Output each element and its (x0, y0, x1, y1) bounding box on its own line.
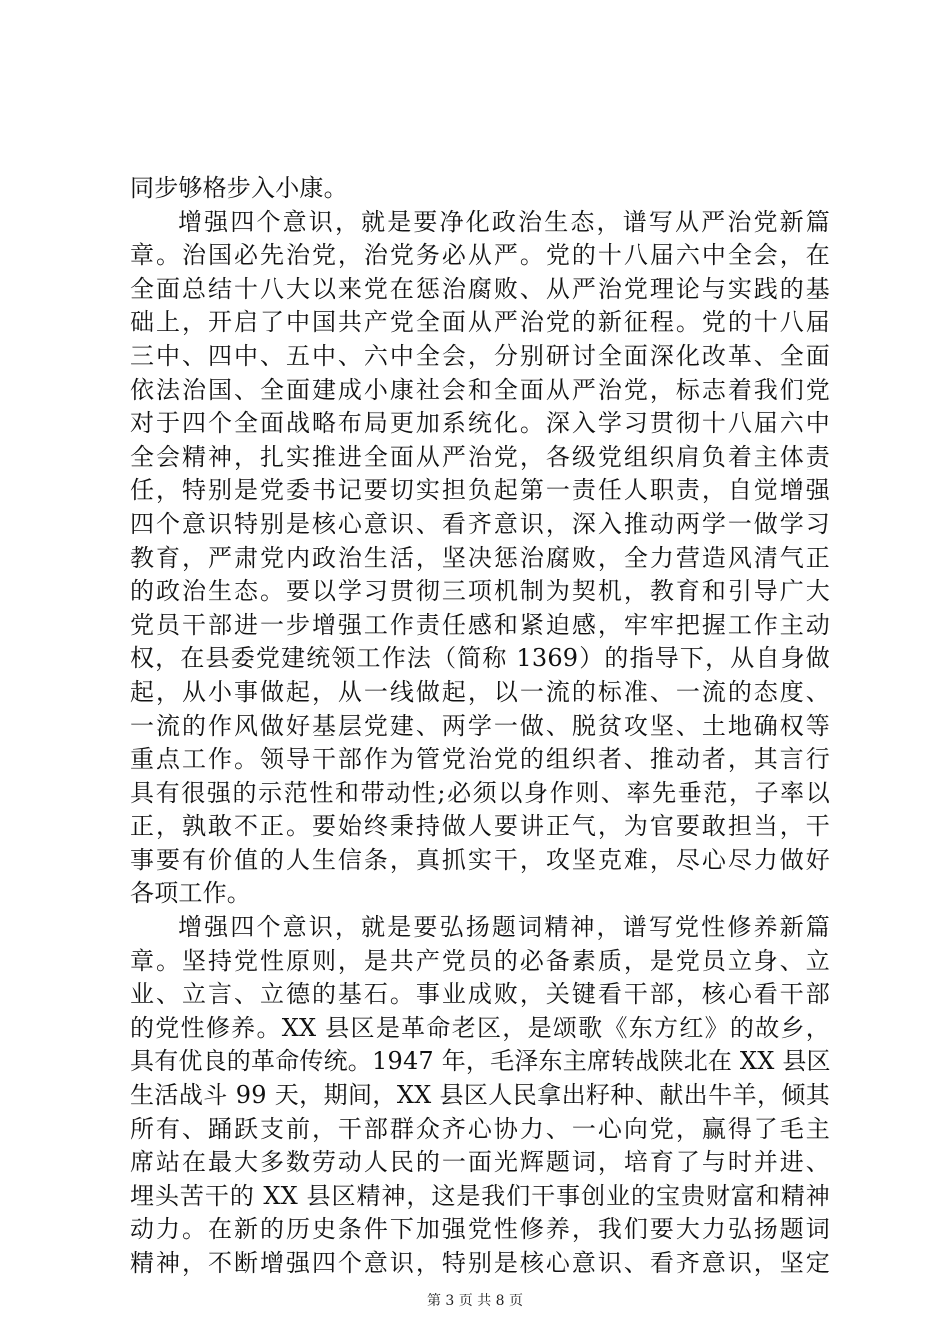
text-line: 各项工作。 (130, 879, 251, 908)
text-line: 础上，开启了中国共产党全面从严治党的新征程。党的十八届 (130, 308, 830, 337)
text-line: 起，从小事做起，从一线做起，以一流的标准、一流的态度、 (130, 677, 830, 706)
text-line: 动力。在新的历史条件下加强党性修养，我们要大力弘扬题词 (130, 1215, 830, 1244)
document-body (130, 172, 830, 1281)
text-line: 增强四个意识，就是要弘扬题词精神，谱写党性修养新篇 (178, 913, 830, 942)
text-line: 章。治国必先治党，治党务必从严。党的十八届六中全会，在 (130, 241, 830, 270)
text-line: 党员干部进一步增强工作责任感和紧迫感，牢牢把握工作主动 (130, 610, 830, 639)
text-line: 的党性修养。XX 县区是革命老区，是颂歌《东方红》的故乡， (130, 1013, 830, 1042)
text-line: 增强四个意识，就是要净化政治生态，谱写从严治党新篇 (178, 207, 830, 236)
text-line: 精神，不断增强四个意识，特别是核心意识、看齐意识，坚定 (130, 1249, 830, 1277)
text-line: 生活战斗 99 天，期间，XX 县区人民拿出籽种、献出牛羊，倾其 (130, 1081, 830, 1110)
text-line: 依法治国、全面建成小康社会和全面从严治党，标志着我们党 (130, 375, 830, 404)
text-line: 全面总结十八大以来党在惩治腐败、从严治党理论与实践的基 (130, 274, 830, 303)
text-line: 具有很强的示范性和带动性;必须以身作则、率先垂范，子率以 (130, 778, 830, 807)
text-line: 所有、踊跃支前，干部群众齐心协力、一心向党，赢得了毛主 (130, 1114, 830, 1143)
text-line: 权，在县委党建统领工作法（简称 1369）的指导下，从自身做 (130, 644, 830, 673)
text-line: 章。坚持党性原则，是共产党员的必备素质，是党员立身、立 (130, 946, 830, 975)
text-line: 业、立言、立德的基石。事业成败，关键看干部，核心看干部 (130, 980, 830, 1009)
text-line: 对于四个全面战略布局更加系统化。深入学习贯彻十八届六中 (130, 409, 830, 438)
text-line: 埋头苦干的 XX 县区精神，这是我们干事创业的宝贵财富和精神 (130, 1181, 830, 1210)
text-line: 教育，严肃党内政治生活，坚决惩治腐败，全力营造风清气正 (130, 543, 830, 572)
text-line: 重点工作。领导干部作为管党治党的组织者、推动者，其言行 (130, 745, 830, 774)
text-line: 的政治生态。要以学习贯彻三项机制为契机，教育和引导广大 (130, 577, 830, 606)
text-line: 事要有价值的人生信条，真抓实干，攻坚克难，尽心尽力做好 (130, 845, 830, 874)
text-line: 任，特别是党委书记要切实担负起第一责任人职责，自觉增强 (130, 476, 830, 505)
text-line: 四个意识特别是核心意识、看齐意识，深入推动两学一做学习 (130, 509, 830, 538)
text-line: 三中、四中、五中、六中全会，分别研讨全面深化改革、全面 (130, 341, 830, 370)
text-line: 同步够格步入小康。 (130, 174, 348, 202)
page-footer: 第 3 页 共 8 页 (426, 1293, 524, 1309)
text-line: 席站在最大多数劳动人民的一面光辉题词，培育了与时并进、 (130, 1148, 830, 1177)
text-line: 全会精神，扎实推进全面从严治党，各级党组织肩负着主体责 (130, 442, 830, 471)
text-line: 正，孰敢不正。要始终秉持做人要讲正气，为官要敢担当，干 (130, 812, 830, 841)
text-line: 具有优良的革命传统。1947 年，毛泽东主席转战陕北在 XX 县区 (130, 1047, 831, 1076)
text-line: 一流的作风做好基层党建、两学一做、脱贫攻坚、土地确权等 (130, 711, 830, 740)
